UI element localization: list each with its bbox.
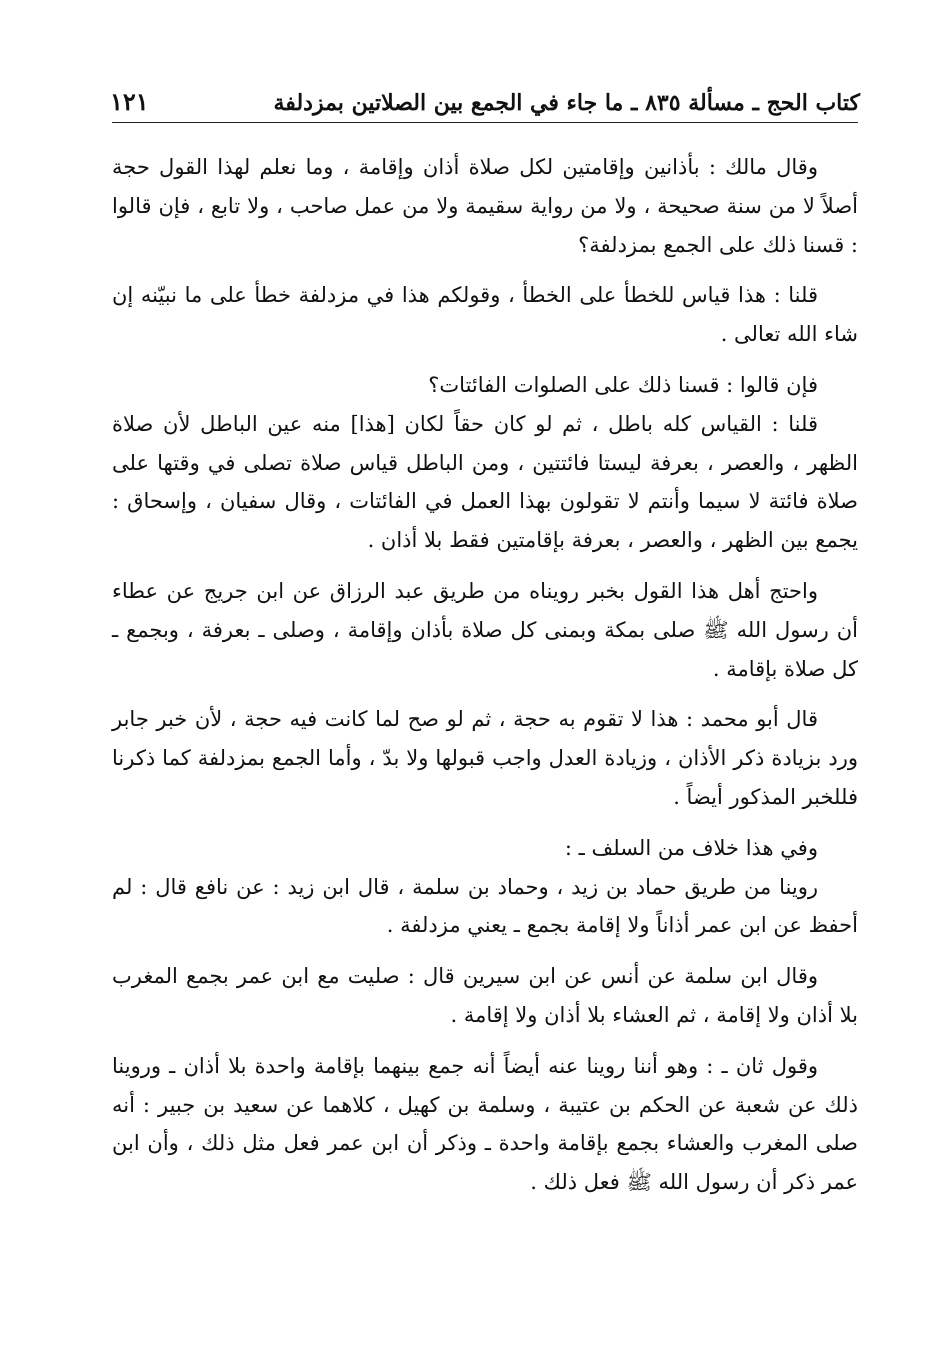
- main-text: [112, 148, 858, 1214]
- paragraph-reply-analogy: قلنا : هذا قياس للخطأ على الخطأ ، وقولكم هذا في مزدلفة خطأ على ما نبيّنه إن شاء الله تعالى .: [112, 283, 858, 347]
- page-number: ١٢١: [110, 87, 149, 116]
- paragraph-malik-opinion: وقال مالك : بأذانين وإقامتين لكل صلاة أذان وإقامة ، وما نعلم لهذا القول حجة أصلاً لا من سنة صحيحة ، ولا من رواية سقيمة ولا من عمل صاحب ، ولا تابع ، فإن قالوا : قسنا ذلك على الجمع بمزدلفة؟: [112, 155, 858, 257]
- paragraph-reply-analogy-false: قلنا : القياس كله باطل ، ثم لو كان حقاً لكان [هذا] منه عين الباطل لأن صلاة الظهر ، والعصر ، بعرفة ليستا فائتتين ، ومن الباطل قياس صلاة تصلى في وقتها على صلاة فائتة لا سيما وأنتم لا تقولون بهذا العمل في الفائتات ، وقال سفيان ، وإسحاق : يجمع بين الظهر ، والعصر ، بعرفة بإقامتين فقط بلا أذان .: [112, 411, 858, 553]
- header-rule: [112, 122, 858, 123]
- paragraph-objection-missed-prayers: فإن قالوا : قسنا ذلك على الصلوات الفائتات؟: [428, 372, 818, 397]
- paragraph-hadith-ata: واحتج أهل هذا القول بخبر رويناه من طريق عبد الرزاق عن ابن جريج عن عطاء أن رسول الله ﷺ صلى بمكة وبمنى كل صلاة بأذان وإقامة ، وصلى ـ بعرفة ، وبجمع ـ كل صلاة بإقامة .: [112, 578, 858, 681]
- paragraph-hammad-narration: روينا من طريق حماد بن زيد ، وحماد بن سلمة ، قال ابن زيد : عن نافع قال : لم أحفظ عن ابن عمر أذاناً ولا إقامة بجمع ـ يعني مزدلفة .: [112, 874, 858, 938]
- chapter-title: كتاب الحج ـ مسألة ٨٣٥ ـ ما جاء في الجمع بين الصلاتين بمزدلفة: [273, 90, 860, 116]
- paragraph-ibn-salama: وقال ابن سلمة عن أنس عن ابن سيرين قال : صليت مع ابن عمر بجمع المغرب بلا أذان ولا إقامة ، ثم العشاء بلا أذان ولا إقامة .: [112, 964, 858, 1027]
- paragraph-salaf-disagreement: وفي هذا خلاف من السلف ـ :: [564, 835, 818, 860]
- paragraph-abu-muhammad: قال أبو محمد : هذا لا تقوم به حجة ، ثم لو صح لما كانت فيه حجة ، لأن خبر جابر ورد بزيادة ذكر الأذان ، وزيادة العدل واجب قبولها ولا بدّ ، وأما الجمع بمزدلفة كما ذكرنا فللخبر المذكور أيضاً .: [112, 707, 858, 809]
- paragraph-second-opinion: وقول ثان ـ : وهو أننا روينا عنه أيضاً أنه جمع بينهما بإقامة واحدة بلا أذان ـ وروينا ذلك عن شعبة عن الحكم بن عتيبة ، وسلمة بن كهيل ، كلاهما عن سعيد بن جبير : أنه صلى المغرب والعشاء بجمع بإقامة واحدة ـ وذكر أن ابن عمر فعل مثل ذلك ، وأن ابن عمر ذكر أن رسول الله ﷺ فعل ذلك .: [112, 1053, 858, 1195]
- running-header: [110, 72, 860, 116]
